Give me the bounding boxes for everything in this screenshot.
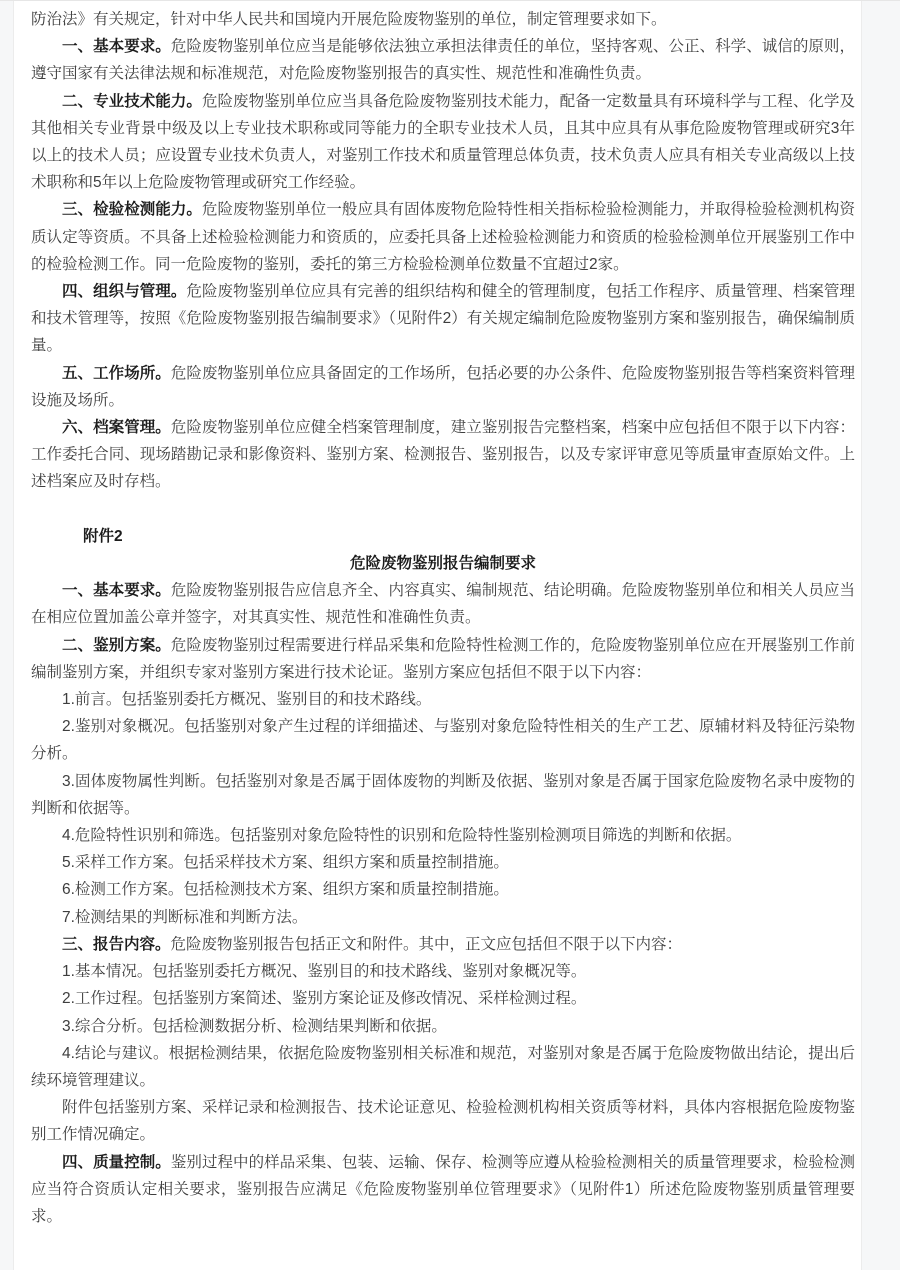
section-label: 四、组织与管理。 xyxy=(62,283,187,301)
list-item: 7.检测结果的判断标准和判断方法。 xyxy=(62,908,308,926)
list-item: 1.基本情况。包括鉴别委托方概况、鉴别目的和技术路线、鉴别对象概况等。 xyxy=(62,963,587,981)
section-text: 鉴别过程中的样品采集、包装、运输、保存、检测等应遵从检验检测相关的质量管理要求，检验检测应当符合资质认定相关要求，鉴别报告应满足《危险废物鉴别单位管理要求》（见附件1）所述危险废物鉴别质量管理要求。 xyxy=(31,1153,855,1225)
section-paragraph xyxy=(31,632,855,686)
list-item: 附件包括鉴别方案、采样记录和检测报告、技术论证意见、检验检测机构相关资质等材料，具体内容根据危险废物鉴别工作情况确定。 xyxy=(31,1099,855,1144)
section-label: 三、报告内容。 xyxy=(62,935,171,953)
section-label: 二、鉴别方案。 xyxy=(62,636,171,654)
list-item: 5.采样工作方案。包括采样技术方案、组织方案和质量控制措施。 xyxy=(62,854,509,872)
section-paragraph xyxy=(31,33,855,87)
list-item: 2.工作过程。包括鉴别方案简述、鉴别方案论证及修改情况、采样检测过程。 xyxy=(62,990,587,1008)
section-paragraph xyxy=(31,577,855,631)
attachment2-label: 附件2 xyxy=(83,527,123,545)
section-text: 危险废物鉴别单位应当具备危险废物鉴别技术能力，配备一定数量具有环境科学与工程、化学及其他相关专业背景中级及以上专业技术职称或同等能力的全职专业技术人员，且其中应具有从事危险废物管理或研究3年以上的技术人员；应设置专业技术负责人，对鉴别工作技术和质量管理总体负责，技术负责人应具有相关专业高级以上技术职称和5年以上危险废物管理或研究工作经验。 xyxy=(31,92,855,192)
section-text: 危险废物鉴别单位一般应具有固体废物危险特性相关指标检验检测能力，并取得检验检测机构资质认定等资质。不具备上述检验检测能力和资质的，应委托具备上述检验检测能力和资质的检验检测单位开展鉴别工作中的检验检测工作。同一危险废物的鉴别，委托的第三方检验检测单位数量不宜超过2家。 xyxy=(31,201,855,273)
section-label: 三、检验检测能力。 xyxy=(62,201,202,219)
list-item: 1.前言。包括鉴别委托方概况、鉴别目的和技术路线。 xyxy=(62,691,432,709)
list-item: 4.危险特性识别和筛选。包括鉴别对象危险特性的识别和危险特性鉴别检测项目筛选的判断和依据。 xyxy=(62,827,742,845)
section-label: 一、基本要求。 xyxy=(62,582,171,600)
section-text: 危险废物鉴别报告包括正文和附件。其中，正文应包括但不限于以下内容： xyxy=(170,935,683,953)
list-item: 2.鉴别对象概况。包括鉴别对象产生过程的详细描述、与鉴别对象危险特性相关的生产工艺、原辅材料及特征污染物分析。 xyxy=(31,718,855,763)
list-item: 3.固体废物属性判断。包括鉴别对象是否属于固体废物的判断及依据、鉴别对象是否属于国家危险废物名录中废物的判断和依据等。 xyxy=(31,772,855,817)
section-paragraph xyxy=(31,931,855,958)
section-paragraph xyxy=(31,88,855,197)
paragraph-spacer xyxy=(31,496,855,523)
section-text: 危险废物鉴别单位应健全档案管理制度，建立鉴别报告完整档案，档案中应包括但不限于以下内容：工作委托合同、现场踏勘记录和影像资料、鉴别方案、检测报告、鉴别报告，以及专家评审意见等质量审查原始文件。上述档案应及时存档。 xyxy=(31,419,855,491)
section-paragraph xyxy=(31,414,855,496)
section-label: 二、专业技术能力。 xyxy=(62,92,202,110)
section-paragraph xyxy=(31,360,855,414)
section-label: 五、工作场所。 xyxy=(62,364,171,382)
list-item: 4.结论与建议。根据检测结果，依据危险废物鉴别相关标准和规范，对鉴别对象是否属于危险废物做出结论，提出后续环境管理建议。 xyxy=(31,1044,855,1089)
list-item: 3.综合分析。包括检测数据分析、检测结果判断和依据。 xyxy=(62,1017,447,1035)
section-label: 六、档案管理。 xyxy=(62,419,171,437)
section-text: 危险废物鉴别单位应具有完善的组织结构和健全的管理制度，包括工作程序、质量管理、档案管理和技术管理等，按照《危险废物鉴别报告编制要求》（见附件2）有关规定编制危险废物鉴别方案和鉴别报告，确保编制质量。 xyxy=(31,283,855,355)
section-paragraph xyxy=(31,278,855,360)
section-text: 危险废物鉴别报告应信息齐全、内容真实、编制规范、结论明确。危险废物鉴别单位和相关人员应当在相应位置加盖公章并签字，对其真实性、规范性和准确性负责。 xyxy=(31,582,855,627)
section-text: 危险废物鉴别单位应具备固定的工作场所，包括必要的办公条件、危险废物鉴别报告等档案资料管理设施及场所。 xyxy=(31,364,855,409)
attachment2-title: 危险废物鉴别报告编制要求 xyxy=(349,555,536,573)
list-item: 6.检测工作方案。包括检测技术方案、组织方案和质量控制措施。 xyxy=(62,881,509,899)
section-label: 一、基本要求。 xyxy=(62,38,171,56)
section-paragraph xyxy=(31,1149,855,1231)
section-text: 危险废物鉴别单位应当是能够依法独立承担法律责任的单位，坚持客观、公正、科学、诚信的原则，遵守国家有关法律法规和标准规范，对危险废物鉴别报告的真实性、规范性和准确性负责。 xyxy=(31,38,855,83)
document-card xyxy=(13,1,862,1270)
intro-continuation-paragraph: 防治法》有关规定，针对中华人民共和国境内开展危险废物鉴别的单位，制定管理要求如下。 xyxy=(31,11,667,28)
section-label: 四、质量控制。 xyxy=(62,1153,171,1171)
section-text: 危险废物鉴别过程需要进行样品采集和危险特性检测工作的，危险废物鉴别单位应在开展鉴别工作前编制鉴别方案，并组织专家对鉴别方案进行技术论证。鉴别方案应包括但不限于以下内容： xyxy=(31,636,855,681)
section-paragraph xyxy=(31,196,855,278)
